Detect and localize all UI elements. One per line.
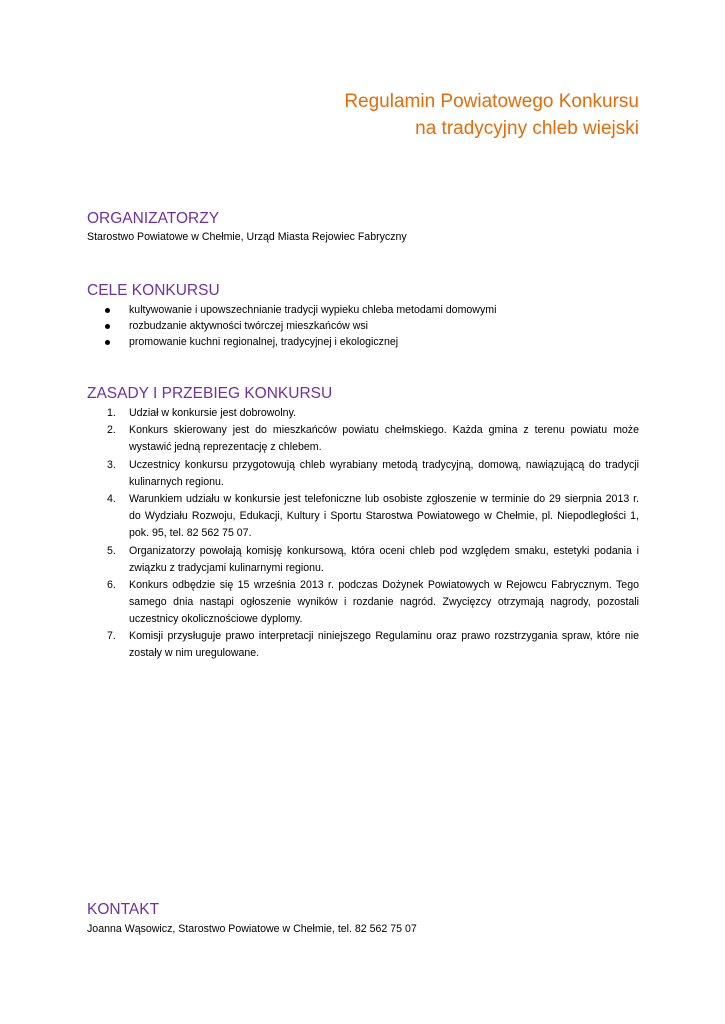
title-line-1: Regulamin Powiatowego Konkursu	[344, 91, 639, 112]
bullet-icon	[105, 308, 110, 313]
item-number: 1.	[107, 407, 116, 419]
list-item	[87, 405, 639, 422]
bullet-icon	[105, 340, 110, 345]
organizers-heading: ORGANIZATORZY	[87, 210, 220, 227]
list-item	[87, 334, 639, 350]
list-item	[87, 491, 639, 542]
goal-text: promowanie kuchni regionalnej, tradycyjnej i ekologicznej	[129, 336, 399, 348]
rules-heading: ZASADY I PRZEBIEG KONKURSU	[87, 385, 333, 402]
rule-text: Konkurs odbędzie się 15 września 2013 r. podczas Dożynek Powiatowych w Rejowcu Fabrycznym. Tego samego dnia nastąpi ogłoszenie wyników i rozdanie nagród. Zwycięzcy otrzymają nagrody, pozostali uczestnicy okolicznościowe dyplomy.	[129, 578, 639, 625]
bullet-icon	[105, 324, 110, 329]
title-line-2: na tradycyjny chleb wiejski	[415, 118, 639, 139]
rule-text: Uczestnicy konkursu przygotowują chleb wyrabiany metodą tradycyjną, domową, nawiązującą do tradycji kulinarnych regionu.	[129, 458, 639, 488]
rules-list	[87, 405, 639, 663]
goals-heading: CELE KONKURSU	[87, 282, 220, 299]
item-number: 6.	[107, 578, 116, 591]
rule-text: Warunkiem udziału w konkursie jest telefoniczne lub osobiste zgłoszenie w terminie do 29 sierpnia 2013 r. do Wydziału Rozwoju, Edukacji, Kultury i Sportu Starostwa Powiatowego w Chełmie, pl. Niepodległości 1, pok. 95, tel. 82 562 75 07.	[129, 493, 639, 540]
rule-text: Konkurs skierowany jest do mieszkańców powiatu chełmskiego. Każda gmina z terenu powiatu może wystawić jedną reprezentację z chlebem.	[129, 424, 639, 454]
list-item	[87, 577, 639, 628]
organizers-text: Starostwo Powiatowe w Chełmie, Urząd Miasta Rejowiec Fabryczny	[87, 231, 407, 243]
list-item	[87, 543, 639, 577]
rule-text: Komisji przysługuje prawo interpretacji niniejszego Regulaminu oraz prawo rozstrzygania spraw, które nie zostały w nim uregulowane.	[129, 630, 639, 660]
list-item	[87, 302, 639, 318]
document-title	[344, 88, 639, 142]
item-number: 3.	[107, 458, 116, 471]
goal-text: rozbudzanie aktywności twórczej mieszkańców wsi	[129, 320, 369, 332]
list-item	[87, 318, 639, 334]
goal-text: kultywowanie i upowszechnianie tradycji wypieku chleba metodami domowymi	[129, 304, 497, 316]
list-item	[87, 422, 639, 456]
list-item	[87, 628, 639, 662]
rule-text: Organizatorzy powołają komisję konkursową, która oceni chleb pod względem smaku, estetyki podania i związku z tradycjami kulinarnymi regionu.	[129, 544, 639, 574]
item-number: 4.	[107, 493, 116, 506]
goals-list	[87, 302, 639, 350]
contact-text: Joanna Wąsowicz, Starostwo Powiatowe w Chełmie, tel. 82 562 75 07	[87, 923, 417, 935]
contact-heading: KONTAKT	[87, 901, 160, 918]
list-item	[87, 457, 639, 491]
item-number: 2.	[107, 424, 116, 437]
item-number: 7.	[107, 630, 116, 643]
rule-text: Udział w konkursie jest dobrowolny.	[129, 407, 297, 419]
item-number: 5.	[107, 544, 116, 557]
